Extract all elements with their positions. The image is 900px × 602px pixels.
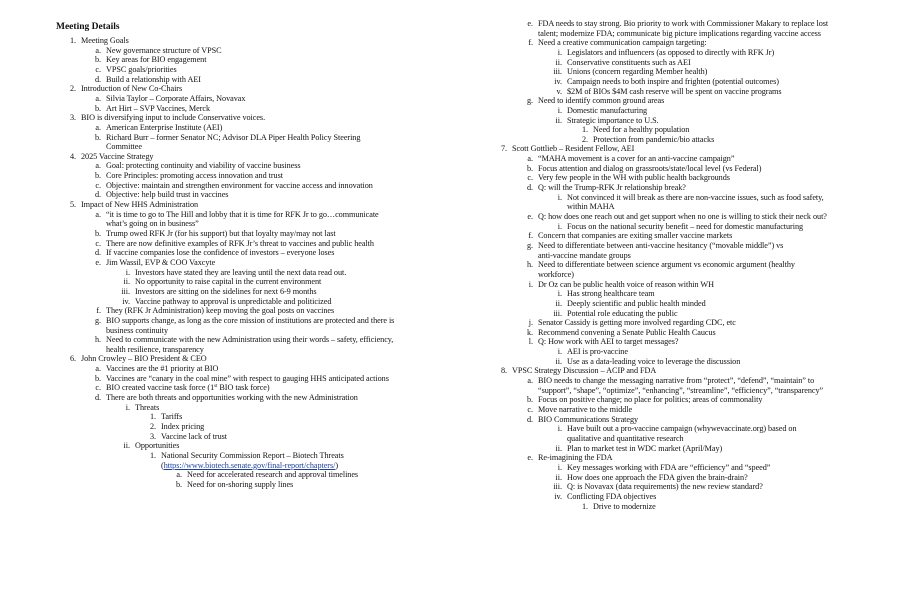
outline-line <box>581 125 690 135</box>
list-text: Q: is Novavax (data requirements) the new review standard? <box>567 482 763 492</box>
list-marker: d. <box>526 183 533 193</box>
outline-line <box>500 144 635 154</box>
outline-line <box>95 238 374 249</box>
list-marker: 4. <box>69 151 76 161</box>
list-text: what’s going on in business” <box>106 219 199 229</box>
list-text: BIO Communications Strategy <box>538 414 639 424</box>
list-text: Recommend convening a Senate Public Health Caucus <box>538 327 716 337</box>
list-marker: l. <box>528 337 533 347</box>
list-marker: a. <box>176 470 182 480</box>
list-text: If vaccine companies lose the confidence of investors – everyone loses <box>106 248 335 258</box>
outline-line <box>526 183 686 193</box>
list-marker: 1. <box>149 450 156 460</box>
list-text: Has strong healthcare team <box>567 289 655 299</box>
outline-line <box>94 190 229 200</box>
outline-line <box>95 364 219 374</box>
list-text: Concern that companies are exiting smaller vaccine markets <box>538 231 733 241</box>
outline-line <box>94 248 335 258</box>
list-text: Silvia Taylor – Corporate Affairs, Novavax <box>106 93 246 103</box>
outline-line <box>149 422 205 432</box>
list-marker: 2. <box>149 422 156 431</box>
list-text: Senator Cassidy is getting more involved regarding CDC, etc <box>538 318 736 328</box>
list-text: Introduction of New Co-Chairs <box>81 84 183 94</box>
list-text: Use as a data-leading voice to leverage the discussion <box>567 356 741 366</box>
outline-line <box>528 231 733 241</box>
list-marker: b. <box>526 395 533 405</box>
list-text: There are now definitive examples of RFK Jr’s threat to vaccines and public health <box>106 238 374 248</box>
outline-line <box>528 318 736 328</box>
list-text: “MAHA movement is a cover for an anti-vaccine campaign” <box>538 154 735 164</box>
list-marker: b. <box>94 132 101 142</box>
outline-line <box>122 296 332 307</box>
list-marker: iv. <box>122 296 130 306</box>
list-marker: 6. <box>69 354 76 364</box>
list-marker: c. <box>95 64 101 74</box>
list-marker: ii. <box>555 298 562 308</box>
list-text: Focus on positive change; no place for politics; areas of commonality <box>538 395 763 405</box>
outline-line <box>557 105 648 116</box>
list-marker: e. <box>95 257 101 267</box>
outline-line <box>96 306 335 316</box>
list-text: Scott Gottlieb – Resident Fellow, AEI <box>512 144 635 154</box>
outline-line <box>125 267 347 278</box>
outline-line <box>94 373 389 384</box>
outline-line <box>555 443 723 454</box>
outline-line <box>95 209 379 220</box>
outline-line <box>106 326 168 336</box>
outline-line <box>121 286 317 297</box>
outline-line <box>553 482 763 492</box>
list-marker: d. <box>94 248 101 258</box>
outline-line <box>554 76 779 87</box>
outline-line <box>526 260 795 270</box>
outline-line <box>94 103 211 114</box>
outline-line <box>69 36 129 46</box>
list-marker: a. <box>527 376 533 386</box>
list-text: BIO needs to change the messaging narrative from “protect”, “defend”, “maintain” to <box>538 376 815 386</box>
list-text: qualitative and quantitative research <box>567 433 684 443</box>
list-marker: ii. <box>123 441 130 451</box>
list-marker: ii. <box>555 472 562 482</box>
list-text: Not convinced it will break as there are non-vaccine issues, such as food safety, <box>567 192 824 202</box>
list-marker: h. <box>526 260 533 270</box>
outline-line <box>527 453 613 463</box>
outline-line <box>95 93 246 104</box>
outline-line <box>538 251 631 261</box>
list-text: Deeply scientific and public health minded <box>567 298 706 308</box>
outline-line <box>528 337 679 347</box>
list-marker: i. <box>125 267 130 277</box>
list-text: AEI is pro-vaccine <box>567 347 628 357</box>
list-text: Core Principles: promoting access innovation and trust <box>106 171 283 181</box>
outline-line <box>94 74 201 85</box>
list-marker: g. <box>526 96 533 106</box>
outline-line <box>557 47 775 58</box>
list-marker: 8. <box>500 366 507 376</box>
list-marker: 5. <box>69 200 76 210</box>
list-text: workforce) <box>538 269 574 279</box>
list-text: Need to identify common ground areas <box>538 96 665 106</box>
outline-line <box>557 192 824 203</box>
outline-line <box>527 376 815 386</box>
outline-line <box>527 19 829 29</box>
list-marker: i. <box>528 279 533 289</box>
list-marker: b. <box>94 373 101 383</box>
list-marker: 3. <box>149 431 156 441</box>
list-marker: g. <box>526 240 533 250</box>
list-marker: i. <box>557 424 562 434</box>
list-marker: b. <box>94 171 101 181</box>
outline-line <box>94 335 394 345</box>
list-text: Focus attention and dialog on grassroots/state/local level (vs Federal) <box>538 163 762 173</box>
outline-line <box>125 402 160 413</box>
list-text: BIO is diversifying input to include Conservative voices. <box>81 113 266 123</box>
list-marker: 1. <box>69 36 76 45</box>
list-text: Need to differentiate between anti-vaccine hesitancy (“movable middle”) vs <box>538 240 784 250</box>
list-text: “it is time to go to The Hill and lobby that it is time for RFK Jr to go…communicate <box>106 209 379 219</box>
list-text: Investors have stated they are leaving until the next data read out. <box>135 267 347 277</box>
outline-line <box>528 279 714 290</box>
list-marker: iii. <box>121 286 130 296</box>
list-text: health resilience, transparency <box>106 344 204 354</box>
list-marker: 1. <box>581 125 588 135</box>
outline-line <box>527 405 633 415</box>
list-marker: i. <box>557 105 562 115</box>
list-marker: c. <box>527 405 533 414</box>
list-marker: c. <box>95 238 101 248</box>
list-marker: iii. <box>553 482 562 492</box>
list-marker: b. <box>526 163 533 173</box>
list-marker: d. <box>94 74 101 84</box>
outline-line <box>95 383 270 393</box>
list-marker: b. <box>94 103 101 113</box>
list-text: Need for accelerated research and approval timelines <box>187 470 359 480</box>
list-text: Q: How work with AEI to target messages? <box>538 337 679 347</box>
outline-line <box>526 240 784 251</box>
list-marker: i. <box>557 192 562 202</box>
list-text: New governance structure of VPSC <box>106 45 222 55</box>
list-marker: d. <box>526 414 533 424</box>
outline-line <box>95 257 216 268</box>
list-marker: ii. <box>555 115 562 125</box>
list-text: Have built out a pro-vaccine campaign (whywevaccinate.org) based on <box>567 424 797 434</box>
list-marker: 1. <box>149 412 156 422</box>
list-marker: i. <box>557 347 562 357</box>
list-text: Art Hirt – SVP Vaccines, Merck <box>106 103 211 113</box>
outline-line <box>95 180 373 191</box>
list-marker: ii. <box>555 443 562 453</box>
list-marker: ii. <box>555 356 562 366</box>
list-marker: e. <box>527 19 533 28</box>
list-marker: i. <box>557 462 562 472</box>
outline-line <box>95 45 222 56</box>
outline-line <box>526 395 763 405</box>
list-text: “support”, “shape”, “optimize”, “enhancing”, “streamline”, “efficiency”, “transparency” <box>538 385 824 395</box>
list-text: American Enterprise Institute (AEI) <box>106 122 223 132</box>
outline-line <box>106 219 199 229</box>
list-text: Plan to market test in WDC market (April/May) <box>567 443 723 453</box>
outline-line <box>149 431 228 442</box>
list-text: Need for on-shoring supply lines <box>187 479 294 489</box>
outline-line <box>94 132 361 143</box>
list-text: Conflicting FDA objectives <box>567 491 657 501</box>
list-marker: h. <box>94 335 101 345</box>
list-marker: ii. <box>555 57 562 67</box>
list-text: Vaccine pathway to approval is unpredictable and politicized <box>135 296 332 306</box>
list-marker: ii. <box>123 277 130 287</box>
outline-line <box>556 86 782 97</box>
list-text: 2025 Vaccine Strategy <box>81 151 154 161</box>
list-text: Vaccine lack of trust <box>161 431 228 441</box>
list-text: There are both threats and opportunities working with the new Administration <box>106 393 358 403</box>
outline-line <box>555 356 741 367</box>
list-text: Key messages working with FDA are “efficiency” and “speed” <box>567 462 771 472</box>
outline-line <box>527 154 735 164</box>
list-marker: a. <box>95 45 101 55</box>
list-marker: a. <box>95 93 101 103</box>
list-marker: k. <box>526 327 533 337</box>
outline-line <box>69 84 183 94</box>
outline-line <box>69 113 266 123</box>
list-text: Very few people in the WH with public health backgrounds <box>538 173 730 183</box>
outline-line <box>567 202 614 212</box>
outline-line <box>94 55 207 65</box>
list-marker: 2. <box>69 84 76 94</box>
outline-line <box>553 308 678 319</box>
outline-line <box>555 298 706 309</box>
report-link-line: (https://www.biotech.senate.gov/final-report/chapters/) <box>161 460 339 470</box>
list-marker: j. <box>528 318 533 328</box>
list-marker: iv. <box>554 491 562 501</box>
outline-line <box>526 327 716 338</box>
list-text: Strategic importance to U.S. <box>567 115 659 125</box>
list-text: Committee <box>106 142 142 152</box>
list-marker: iv. <box>554 76 562 86</box>
outline-line <box>95 122 223 133</box>
list-marker: iii. <box>553 308 562 318</box>
list-text: Focus on the national security benefit – need for domestic manufacturing <box>567 221 804 231</box>
report-link[interactable]: https://www.biotech.senate.gov/final-report/chapters/ <box>163 460 336 470</box>
list-marker: d. <box>94 190 101 200</box>
list-text: Q: will the Trump-RFK Jr relationship break? <box>538 183 686 193</box>
list-marker: b. <box>94 229 101 238</box>
outline-line <box>555 472 748 483</box>
outline-line <box>538 386 823 396</box>
list-text: Legislators and influencers (as opposed to directly with RFK Jr) <box>567 47 775 57</box>
outline-line <box>581 134 715 145</box>
outline-line <box>581 501 656 512</box>
list-text: Dr Oz can be public health voice of reason within WH <box>538 279 714 289</box>
outline-line <box>95 64 177 75</box>
list-text: Goal: protecting continuity and viability of vaccine business <box>106 161 301 171</box>
outline-line <box>69 151 154 162</box>
list-text: Jim Wassil, EVP & COO Vaxcyte <box>106 257 216 267</box>
list-marker: c. <box>527 173 533 183</box>
page-title: Meeting Details <box>56 22 120 32</box>
outline-line <box>557 221 804 232</box>
outline-line <box>528 38 707 48</box>
outline-line <box>94 171 283 181</box>
list-text: Need to differentiate between science argument vs economic argument (healthy <box>538 260 795 270</box>
list-text: Need to communicate with the new Administration using their words – safety, efficiency, <box>106 335 394 345</box>
list-marker: d. <box>94 393 101 403</box>
outline-line <box>106 142 142 152</box>
list-marker: 2. <box>581 134 588 144</box>
list-text: John Crowley – BIO President & CEO <box>81 354 207 364</box>
outline-line <box>95 161 301 171</box>
list-text: Opportunities <box>135 441 180 451</box>
list-text: Vaccines are “canary in the coal mine” with respect to gauging HHS anticipated actions <box>106 373 389 383</box>
outline-line <box>123 277 322 287</box>
outline-line <box>538 270 574 280</box>
outline-line <box>527 212 827 222</box>
outline-line <box>527 173 730 183</box>
list-marker: i. <box>557 47 562 57</box>
outline-line <box>94 315 395 326</box>
outline-line <box>176 470 359 480</box>
outline-line <box>161 461 338 471</box>
list-text: Drive to modernize <box>593 501 656 511</box>
outline-line <box>567 434 684 444</box>
list-marker: 3. <box>69 113 76 123</box>
list-marker: 7. <box>500 144 507 154</box>
outline-line <box>149 412 183 422</box>
list-text: Impact of New HHS Administration <box>81 200 199 210</box>
outline-line <box>557 462 771 473</box>
list-text: Investors are sitting on the sidelines for next 6-9 months <box>135 286 317 296</box>
list-text: Objective: help build trust in vaccines <box>106 190 229 200</box>
outline-line <box>149 450 344 461</box>
list-marker: e. <box>527 453 533 463</box>
list-text: Move narrative to the middle <box>538 405 633 414</box>
list-text: Objective: maintain and strengthen environment for vaccine access and innovation <box>106 180 373 190</box>
list-text: Index pricing <box>161 422 205 431</box>
list-text: Campaign needs to both inspire and frighten (potential outcomes) <box>567 76 779 86</box>
outline-line <box>526 163 762 174</box>
outline-line <box>538 29 821 39</box>
list-marker: f. <box>528 38 533 48</box>
list-text: National Security Commission Report – Biotech Threats <box>161 450 344 460</box>
outline-line <box>69 200 199 210</box>
list-text: VPSC Strategy Discussion – ACIP and FDA <box>512 366 657 376</box>
list-text: Re-imagining the FDA <box>538 453 613 463</box>
list-text: BIO supports change, as long as the core mission of institutions are protected and there is <box>106 315 395 325</box>
list-text: VPSC goals/priorities <box>106 64 177 74</box>
list-text: No opportunity to raise capital in the current environment <box>135 277 322 287</box>
list-marker: c. <box>95 383 101 393</box>
list-marker: a. <box>527 154 533 164</box>
list-marker: e. <box>527 212 533 221</box>
list-text: Richard Burr – former Senator NC; Advisor DLA Piper Health Policy Steering <box>106 132 361 142</box>
list-text: Conservative constituents such as AEI <box>567 57 691 67</box>
list-marker: i. <box>557 221 562 231</box>
list-text: Trump owed RFK Jr (for his support) but that loyalty may/may not last <box>106 229 336 238</box>
list-text: Key areas for BIO engagement <box>106 55 207 65</box>
list-text: Meeting Goals <box>81 36 129 45</box>
list-text: $2M of BIOs $4M cash reserve will be spent on vaccine programs <box>567 86 782 96</box>
list-marker: iii. <box>553 67 562 77</box>
list-text: Q: how does one reach out and get support when no one is willing to stick their neck out? <box>538 212 827 221</box>
list-text: Vaccines are the #1 priority at BIO <box>106 364 219 374</box>
outline-line <box>555 57 691 68</box>
outline-line <box>94 229 336 239</box>
outline-line <box>555 115 659 126</box>
outline-line <box>557 424 797 434</box>
list-text: business continuity <box>106 325 169 335</box>
outline-line <box>554 491 657 502</box>
outline-line <box>526 96 665 106</box>
list-marker: b. <box>94 55 101 65</box>
list-marker: b. <box>175 479 182 489</box>
list-marker: v. <box>556 86 562 96</box>
list-marker: c. <box>95 180 101 190</box>
list-text: Threats <box>135 402 160 412</box>
list-marker: i. <box>125 402 130 412</box>
outline-line <box>557 347 628 357</box>
list-text: Need a creative communication campaign targeting: <box>538 38 707 48</box>
list-text: Tariffs <box>161 412 183 422</box>
list-text: FDA needs to stay strong. Bio priority to work with Commissioner Makary to replace lost <box>538 19 829 28</box>
outline-line <box>557 289 655 299</box>
list-text: within MAHA <box>567 202 615 212</box>
list-marker: g. <box>94 315 101 325</box>
list-marker: i. <box>557 289 562 299</box>
outline-line <box>123 441 180 451</box>
list-text: BIO created vaccine task force (1st BIO task force) <box>106 383 270 393</box>
list-marker: a. <box>95 122 101 132</box>
list-text: They (RFK Jr Administration) keep moving the goal posts on vaccines <box>106 306 335 316</box>
outline-line <box>175 479 294 490</box>
list-marker: 1. <box>581 501 588 511</box>
outline-line <box>553 67 708 77</box>
outline-line <box>500 366 657 376</box>
list-text: How does one approach the FDA given the brain-drain? <box>567 472 748 482</box>
list-text: talent; modernize FDA; communicate big picture implications regarding vaccine access <box>538 28 821 38</box>
outline-line <box>69 354 207 364</box>
list-text: Build a relationship with AEI <box>106 74 201 84</box>
list-text: Domestic manufacturing <box>567 105 648 115</box>
outline-line <box>94 393 358 403</box>
list-text: Potential role educating the public <box>567 308 678 318</box>
list-text: anti-vaccine mandate groups <box>538 250 631 260</box>
list-text: Unions (concern regarding Member health) <box>567 67 708 77</box>
list-marker: f. <box>96 306 101 316</box>
list-marker: a. <box>95 364 101 374</box>
list-text: Protection from pandemic/bio attacks <box>593 134 715 144</box>
outline-line <box>106 345 204 355</box>
outline-line <box>526 414 639 425</box>
list-marker: a. <box>95 209 101 219</box>
list-marker: a. <box>95 161 101 171</box>
list-marker: f. <box>528 231 533 241</box>
list-text: Need for a healthy population <box>593 125 690 135</box>
